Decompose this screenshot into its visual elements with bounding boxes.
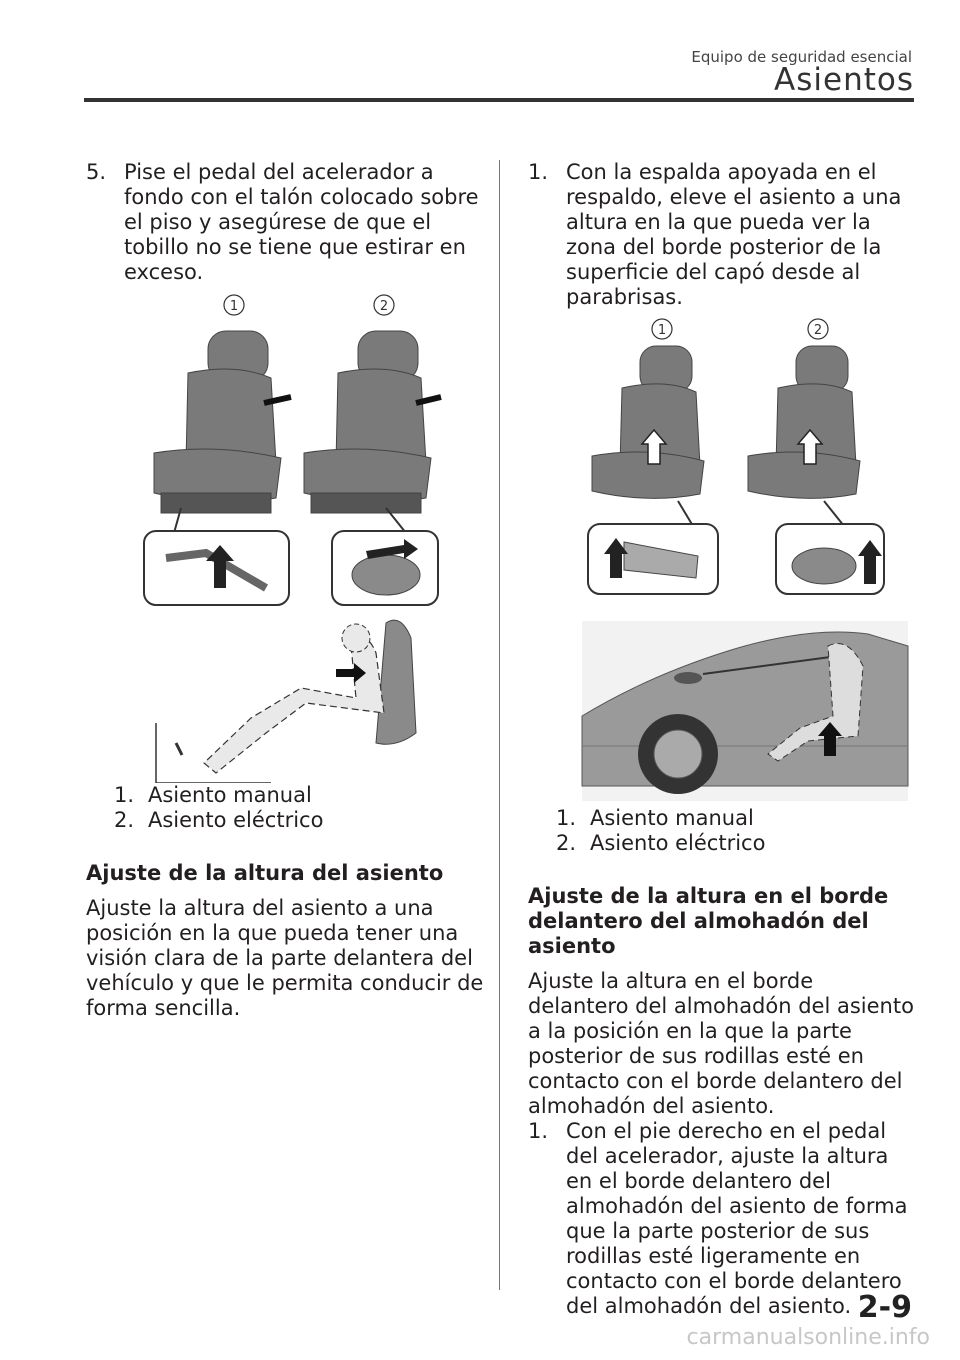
svg-text:1: 1: [229, 299, 239, 314]
manual-lever-detail: [144, 508, 289, 605]
seat-height-figure: [528, 316, 918, 806]
callout-2-icon: [374, 295, 394, 315]
callout-1-icon: [652, 319, 672, 339]
page-number: 2-9: [857, 1290, 912, 1325]
callout-1-icon: [224, 295, 244, 315]
seat-position-figure: [86, 293, 486, 783]
step-5: [86, 160, 486, 285]
caption-number: 2.: [114, 808, 135, 832]
caption-label: Asiento manual: [590, 806, 754, 830]
figure-caption: [556, 806, 918, 856]
manual-seat-icon: [592, 346, 704, 498]
watermark: carmanualsonline.info: [686, 1325, 930, 1350]
page-title: Asientos: [774, 62, 914, 98]
step-1-front-edge: [528, 1119, 918, 1319]
seat-height-illustration: [528, 316, 918, 806]
car-view-figure: [582, 621, 908, 801]
step-text: Con el pie derecho en el pedal del acelerador, ajuste la altura en el borde delantero del almohadón del asiento de forma que la parte posterior de sus rodillas esté ligeramente en contacto con el borde delantero del almohadón del asiento.: [566, 1119, 908, 1318]
step-text: Pise el pedal del acelerador a fondo con el talón colocado sobre el piso y asegúrese de que el tobillo no se tiene que estirar en exceso.: [124, 160, 479, 284]
body-paragraph: Ajuste la altura en el borde delantero del almohadón del asiento a la posición en la que la parte posterior de sus rodillas esté en contacto con el borde delantero del almohadón del asiento.: [528, 969, 914, 1118]
left-column: [86, 160, 486, 1021]
seat-illustration: [86, 293, 486, 783]
caption-number: 2.: [556, 831, 577, 855]
step-text: Con la espalda apoyada en el respaldo, eleve el asiento a una altura en la que pueda ver la zona del borde posterior de la superficie del capó desde al parabrisas.: [566, 160, 902, 309]
step-number: 5.: [86, 160, 107, 184]
section-heading: Ajuste de la altura en el borde delantero del almohadón del asiento: [528, 884, 889, 958]
manual-seat-icon: [154, 331, 281, 513]
svg-text:1: 1: [657, 323, 667, 338]
figure-caption: [114, 783, 486, 833]
step-1: [528, 160, 918, 310]
caption-label: Asiento eléctrico: [148, 808, 324, 832]
caption-item: [556, 806, 918, 831]
power-seat-icon: [304, 331, 431, 513]
header-rule: [84, 98, 914, 102]
caption-label: Asiento eléctrico: [590, 831, 766, 855]
section-label: Equipo de seguridad esencial: [691, 48, 912, 66]
svg-text:2: 2: [379, 299, 389, 314]
caption-number: 1.: [556, 806, 577, 830]
svg-text:2: 2: [813, 323, 823, 338]
step-number: 1.: [528, 160, 549, 184]
caption-label: Asiento manual: [148, 783, 312, 807]
callout-2-icon: [808, 319, 828, 339]
section-heading: Ajuste de la altura del asiento: [86, 861, 444, 885]
caption-item: [114, 808, 486, 833]
body-paragraph: Ajuste la altura del asiento a una posición en la que pueda tener una visión clara de la parte delantera del vehículo y que le permita conducir de forma sencilla.: [86, 896, 484, 1020]
right-column: [528, 160, 918, 1319]
power-seat-icon: [748, 346, 860, 498]
driver-posture-figure: [156, 620, 416, 783]
caption-item: [114, 783, 486, 808]
power-switch-detail: [776, 501, 884, 594]
column-divider: [499, 160, 500, 1290]
step-number: 1.: [528, 1119, 549, 1143]
manual-lever-detail: [588, 501, 718, 594]
caption-number: 1.: [114, 783, 135, 807]
caption-item: [556, 831, 918, 856]
power-switch-detail: [332, 508, 438, 605]
